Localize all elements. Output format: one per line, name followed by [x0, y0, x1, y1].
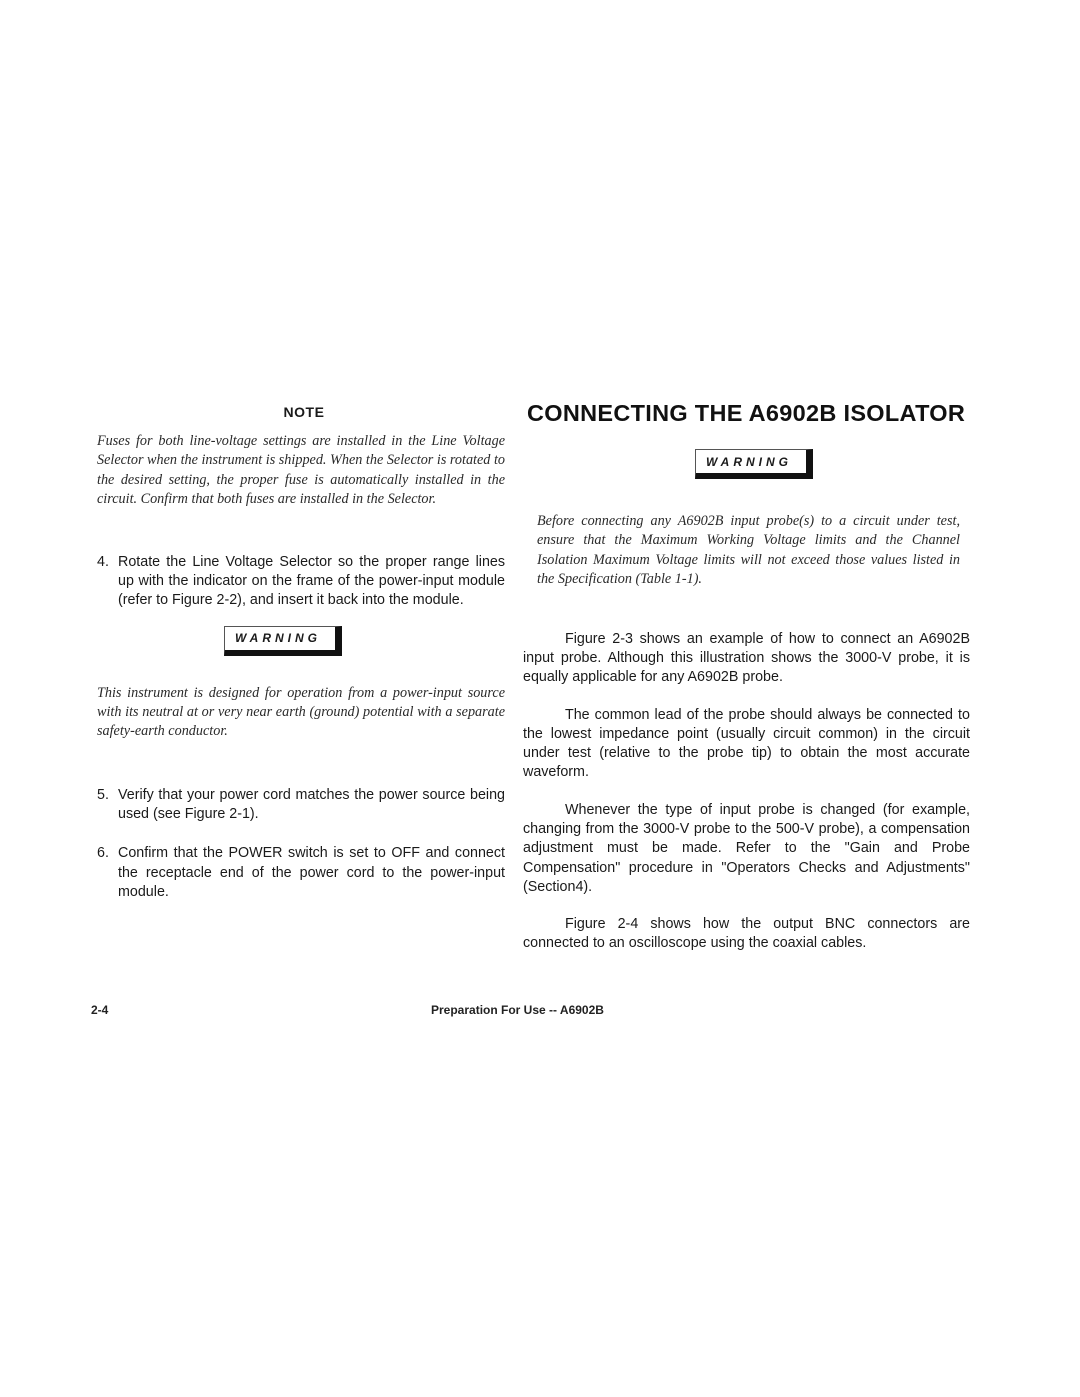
footer-title: Preparation For Use -- A6902B	[431, 1003, 604, 1017]
warning-text: Before connecting any A6902B input probe(s) to a circuit under test, ensure that the Maximum Working Voltage limits and the Channel Isolation Maximum Voltage limits will not exceed those values listed in the Specification (Table 1-1).	[537, 513, 960, 588]
step-number: 4.	[97, 553, 109, 570]
step-number: 6.	[97, 845, 109, 862]
warning-box-container	[97, 626, 505, 666]
step-text: Rotate the Line Voltage Selector so the proper range lines up with the indicator on the frame of the power-input module (refer to Figure 2-2), and insert it back into the module.	[118, 553, 505, 609]
page-number: 2-4	[91, 1003, 109, 1017]
warning-box-container	[523, 449, 970, 489]
section-title: CONNECTING THE A6902B ISOLATOR	[527, 400, 966, 426]
body-paragraph: The common lead of the probe should always be connected to the lowest impedance point (usually circuit common) in the circuit under test (relative to the probe tip) to obtain the most accurate waveform.	[523, 706, 970, 781]
step-text: Confirm that the POWER switch is set to OFF and connect the receptacle end of the power cord to the power-input module.	[118, 845, 505, 900]
warning-label-box: WARNING	[695, 449, 813, 479]
step-number: 5.	[97, 786, 109, 803]
body-paragraph: Figure 2-4 shows how the output BNC connectors are connected to an oscilloscope using the coaxial cables.	[523, 916, 970, 952]
warning-label-box: WARNING	[224, 626, 342, 656]
body-paragraph: Whenever the type of input probe is changed (for example, changing from the 3000-V probe to the 500-V probe), a compensation adjustment must be made. Refer to the "Gain and Probe Compensation" procedure in "Operators Checks and Adjustments" (Section4).	[523, 801, 970, 895]
step-text: Verify that your power cord matches the power source being used (see Figure 2-1).	[118, 786, 505, 823]
right-column	[523, 400, 970, 972]
body-paragraph: Figure 2-3 shows an example of how to connect an A6902B input probe. Although this illustration shows the 3000-V probe, it is equally applicable for any A6902B probe.	[523, 630, 970, 686]
note-text: Fuses for both line-voltage settings are installed in the Line Voltage Selector when the instrument is shipped. When the Selector is rotated to the desired setting, the proper fuse is automatically installed in the circuit. Confirm that both fuses are installed in the Selector.	[97, 433, 505, 508]
left-column	[97, 404, 505, 902]
step-item	[97, 844, 505, 902]
step-item	[97, 786, 505, 825]
note-heading: NOTE	[283, 404, 325, 420]
step-item	[97, 553, 505, 611]
warning-text: This instrument is designed for operation from a power-input source with its neutral at or very near earth (ground) potential with a separate safety-earth conductor.	[97, 684, 505, 740]
